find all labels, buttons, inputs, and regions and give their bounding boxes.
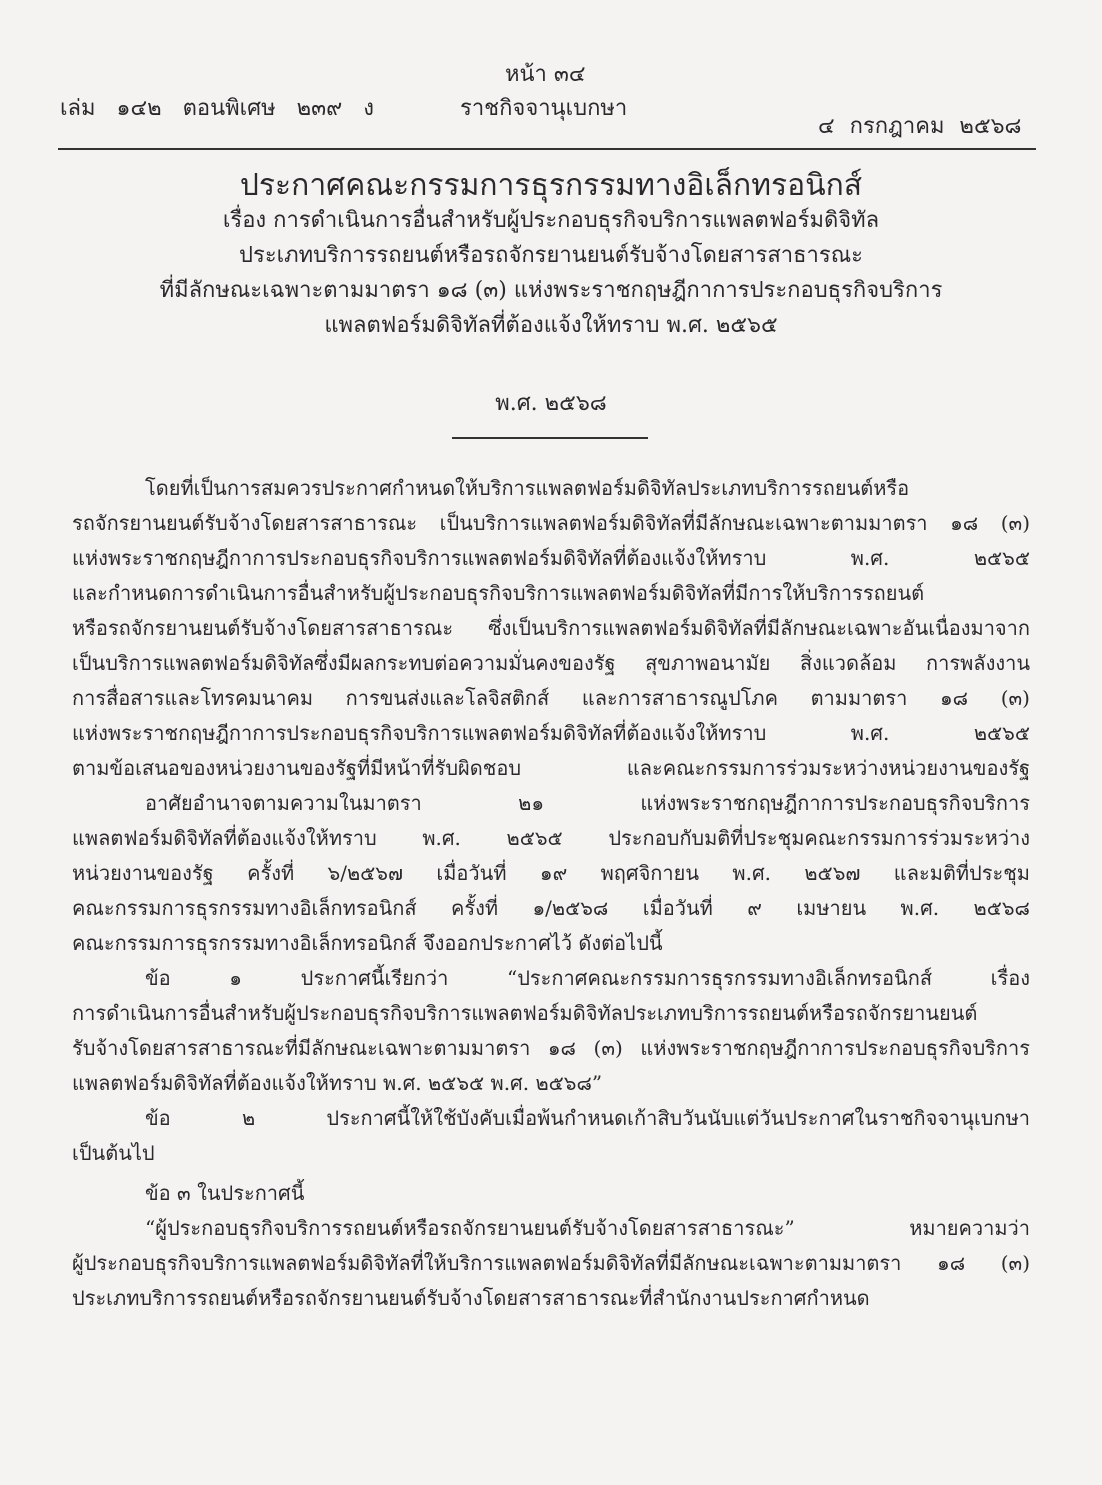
header-rule <box>58 148 1036 150</box>
body-line: คณะกรรมการธุรกรรมทางอิเล็กทรอนิกส์ ครั้งที่ ๑/๒๕๖๘ เมื่อวันที่ ๙ เมษายน พ.ศ. ๒๕๖๘ <box>72 896 1030 920</box>
body-line: แพลตฟอร์มดิจิทัลที่ต้องแจ้งให้ทราบ พ.ศ. ๒๕๖๕ ประกอบกับมติที่ประชุมคณะกรรมการร่วมระหว่าง <box>72 826 1030 850</box>
body-line: อาศัยอำนาจตามความในมาตรา ๒๑ แห่งพระราชกฤษฎีกาการประกอบธุรกิจบริการ <box>145 791 1030 815</box>
body-line: การสื่อสารและโทรคมนาคม การขนส่งและโลจิสติกส์ และการสาธารณูปโภค ตามมาตรา ๑๘ (๓) <box>72 686 1030 710</box>
title-divider <box>452 437 648 439</box>
subject-line: ที่มีลักษณะเฉพาะตามมาตรา ๑๘ (๓) แห่งพระราชกฤษฎีกาการประกอบธุรกิจบริการ <box>159 278 943 303</box>
clause-2: ข้อ ๒ ประกาศนี้ให้ใช้บังคับเมื่อพ้นกำหนดเก้าสิบวันนับแต่วันประกาศในราชกิจจานุเบกษา <box>145 1106 1030 1130</box>
subject-line: ประเภทบริการรถยนต์หรือรถจักรยานยนต์รับจ้างโดยสารสาธารณะ <box>239 243 863 268</box>
body-line: และกำหนดการดำเนินการอื่นสำหรับผู้ประกอบธุรกิจบริการแพลตฟอร์มดิจิทัลที่มีการให้บริการรถยนต์ <box>72 581 925 605</box>
body-line: ประเภทบริการรถยนต์หรือรถจักรยานยนต์รับจ้างโดยสารสาธารณะที่สำนักงานประกาศกำหนด <box>72 1286 870 1310</box>
announcement-title: ประกาศคณะกรรมการธุรกรรมทางอิเล็กทรอนิกส์ <box>239 168 863 203</box>
volume-issue: เล่ม ๑๔๒ ตอนพิเศษ ๒๓๙ ง <box>60 96 375 121</box>
body-line: หน่วยงานของรัฐ ครั้งที่ ๖/๒๕๖๗ เมื่อวันที่ ๑๙ พฤศจิกายน พ.ศ. ๒๕๖๗ และมติที่ประชุม <box>72 861 1030 885</box>
body-line: คณะกรรมการธุรกรรมทางอิเล็กทรอนิกส์ จึงออกประกาศไว้ ดังต่อไปนี้ <box>72 931 663 955</box>
subject-line: แพลตฟอร์มดิจิทัลที่ต้องแจ้งให้ทราบ พ.ศ. ๒๕๖๕ <box>324 313 778 338</box>
body-line: หรือรถจักรยานยนต์รับจ้างโดยสารสาธารณะ ซึ่งเป็นบริการแพลตฟอร์มดิจิทัลที่มีลักษณะเฉพาะอันเนื่องมาจาก <box>72 616 1030 640</box>
gazette-name: ราชกิจจานุเบกษา <box>460 96 628 121</box>
body-line: การดำเนินการอื่นสำหรับผู้ประกอบธุรกิจบริการแพลตฟอร์มดิจิทัลประเภทบริการรถยนต์หรือรถจักรยานยนต์ <box>72 1001 978 1025</box>
body-line: ผู้ประกอบธุรกิจบริการแพลตฟอร์มดิจิทัลที่ให้บริการแพลตฟอร์มดิจิทัลที่มีลักษณะเฉพาะตามมาตรา ๑๘ (๓) <box>72 1251 1030 1275</box>
body-line: ตามข้อเสนอของหน่วยงานของรัฐที่มีหน้าที่รับผิดชอบ และคณะกรรมการร่วมระหว่างหน่วยงานของรัฐ <box>72 756 1030 780</box>
announcement-year: พ.ศ. ๒๕๖๘ <box>495 391 607 416</box>
subject-line: เรื่อง การดำเนินการอื่นสำหรับผู้ประกอบธุรกิจบริการแพลตฟอร์มดิจิทัล <box>222 208 880 233</box>
body-line: โดยที่เป็นการสมควรประกาศกำหนดให้บริการแพลตฟอร์มดิจิทัลประเภทบริการรถยนต์หรือ <box>145 476 910 500</box>
publication-date: ๔ กรกฎาคม ๒๕๖๘ <box>818 114 1022 139</box>
body-line: แห่งพระราชกฤษฎีกาการประกอบธุรกิจบริการแพลตฟอร์มดิจิทัลที่ต้องแจ้งให้ทราบ พ.ศ. ๒๕๖๕ <box>72 721 1030 745</box>
body-line: รถจักรยานยนต์รับจ้างโดยสารสาธารณะ เป็นบริการแพลตฟอร์มดิจิทัลที่มีลักษณะเฉพาะตามมาตรา ๑๘ (๓) <box>72 511 1030 535</box>
definition-line: “ผู้ประกอบธุรกิจบริการรถยนต์หรือรถจักรยานยนต์รับจ้างโดยสารสาธารณะ” หมายความว่า <box>145 1216 1030 1240</box>
body-line: เป็นบริการแพลตฟอร์มดิจิทัลซึ่งมีผลกระทบต่อความมั่นคงของรัฐ สุขภาพอนามัย สิ่งแวดล้อม การพลังงาน <box>72 651 1030 675</box>
body-line: แพลตฟอร์มดิจิทัลที่ต้องแจ้งให้ทราบ พ.ศ. ๒๕๖๕ พ.ศ. ๒๕๖๘” <box>72 1071 603 1095</box>
body-line: แห่งพระราชกฤษฎีกาการประกอบธุรกิจบริการแพลตฟอร์มดิจิทัลที่ต้องแจ้งให้ทราบ พ.ศ. ๒๕๖๕ <box>72 546 1030 570</box>
body-line: เป็นต้นไป <box>72 1141 155 1165</box>
clause-1: ข้อ ๑ ประกาศนี้เรียกว่า “ประกาศคณะกรรมการธุรกรรมทางอิเล็กทรอนิกส์ เรื่อง <box>145 966 1030 990</box>
page-number: หน้า ๓๔ <box>505 62 586 87</box>
clause-3: ข้อ ๓ ในประกาศนี้ <box>145 1181 305 1205</box>
body-line: รับจ้างโดยสารสาธารณะที่มีลักษณะเฉพาะตามมาตรา ๑๘ (๓) แห่งพระราชกฤษฎีกาการประกอบธุรกิจบริการ <box>72 1036 1030 1060</box>
